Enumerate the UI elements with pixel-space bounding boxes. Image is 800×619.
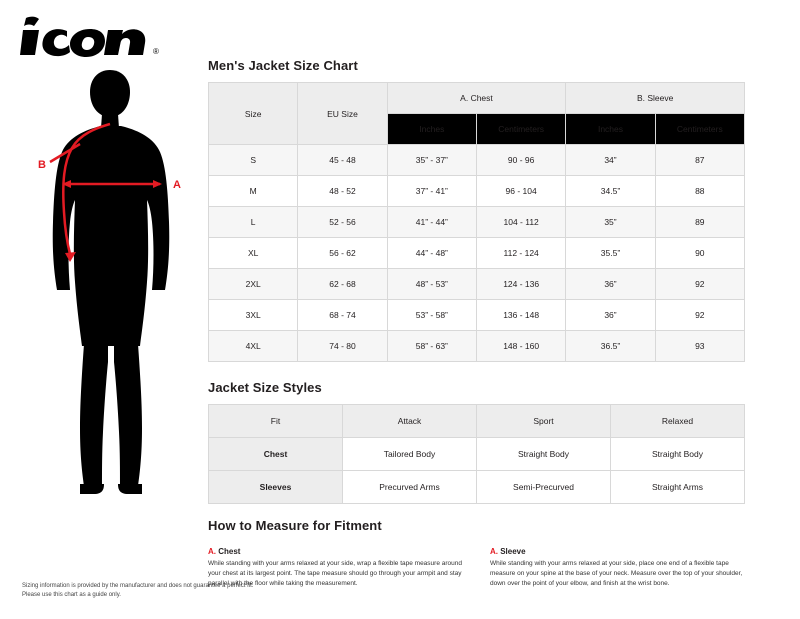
silhouette-shape (53, 70, 170, 494)
cell-chest-cm: 90 - 96 (476, 145, 565, 176)
brand-logo (20, 14, 170, 60)
cell-chest-cm: 124 - 136 (476, 269, 565, 300)
styles-cell-sport: Straight Body (477, 438, 611, 471)
table-row (209, 471, 745, 504)
cell-chest-in: 58” - 63” (387, 331, 476, 362)
label-a: A (173, 179, 181, 191)
cell-eu: 56 - 62 (298, 238, 387, 269)
cell-size: S (209, 145, 298, 176)
cell-eu: 52 - 56 (298, 207, 387, 238)
measure-chest-heading-text: Chest (216, 547, 241, 556)
cell-eu: 74 - 80 (298, 331, 387, 362)
cell-sleeve-in: 35” (566, 207, 655, 238)
cell-sleeve-in: 36” (566, 269, 655, 300)
cell-sleeve-cm: 87 (655, 145, 744, 176)
icon-logo-svg (20, 14, 170, 60)
cell-sleeve-in: 35.5” (566, 238, 655, 269)
cell-chest-cm: 148 - 160 (476, 331, 565, 362)
header-sleeve-inches: Inches (566, 114, 655, 145)
header-eu-size: EU Size (298, 83, 387, 145)
cell-eu: 48 - 52 (298, 176, 387, 207)
disclaimer-line-1: Sizing information is provided by the manufacturer and does not guarantee a perfect fit. (22, 582, 254, 589)
measure-chest-heading (208, 547, 462, 556)
table-row (209, 238, 745, 269)
cell-sleeve-in: 36” (566, 300, 655, 331)
header-chest-cm: Centimeters (476, 114, 565, 145)
cell-size: 3XL (209, 300, 298, 331)
cell-sleeve-cm: 89 (655, 207, 744, 238)
cell-sleeve-cm: 88 (655, 176, 744, 207)
cell-chest-cm: 96 - 104 (476, 176, 565, 207)
measure-sleeve-heading (490, 547, 744, 556)
styles-header-fit: Fit (209, 405, 343, 438)
disclaimer-line-2: Please use this chart as a guide only. (22, 592, 121, 599)
cell-chest-in: 44” - 48” (387, 238, 476, 269)
size-chart-title: Men's Jacket Size Chart (208, 58, 358, 73)
label-b: B (38, 159, 46, 171)
cell-chest-in: 53” - 58” (387, 300, 476, 331)
styles-cell-attack: Precurved Arms (343, 471, 477, 504)
disclaimer-footer (22, 582, 422, 601)
cell-chest-in: 48” - 53” (387, 269, 476, 300)
mens-jacket-size-table (208, 82, 745, 362)
styles-cell-relaxed: Straight Body (611, 438, 745, 471)
svg-text:®: ® (153, 47, 159, 56)
styles-header-relaxed: Relaxed (611, 405, 745, 438)
cell-chest-in: 41” - 44” (387, 207, 476, 238)
cell-size: 4XL (209, 331, 298, 362)
measure-sleeve-body: While standing with your arms relaxed at your side, place one end of a flexible tape measure on your spine at the base of your neck. Measure over the top of your shoulder, down over the point of your elbow, and finish at the wrist bone. (490, 560, 743, 588)
cell-sleeve-cm: 92 (655, 300, 744, 331)
styles-header-sport: Sport (477, 405, 611, 438)
cell-sleeve-in: 34” (566, 145, 655, 176)
cell-eu: 45 - 48 (298, 145, 387, 176)
cell-chest-cm: 112 - 124 (476, 238, 565, 269)
table-row (209, 331, 745, 362)
table-row (209, 300, 745, 331)
styles-row-label: Sleeves (209, 471, 343, 504)
styles-row-label: Chest (209, 438, 343, 471)
measure-chest-marker: A. (208, 547, 216, 556)
jacket-size-styles-table (208, 404, 745, 504)
cell-chest-in: 35” - 37” (387, 145, 476, 176)
measurement-figure (18, 62, 203, 502)
cell-chest-cm: 136 - 148 (476, 300, 565, 331)
header-size: Size (209, 83, 298, 145)
table-row (209, 207, 745, 238)
measure-chest-body: While standing with your arms relaxed at your side, wrap a flexible tape measure around your chest at its largest point. The tape measure should go through your armpit and stay parallel with the floor while taking the measurement. (208, 560, 462, 588)
styles-cell-sport: Semi-Precurved (477, 471, 611, 504)
measure-sleeve-block (490, 547, 744, 589)
cell-size: M (209, 176, 298, 207)
table-row (209, 269, 745, 300)
cell-size: 2XL (209, 269, 298, 300)
styles-header-attack: Attack (343, 405, 477, 438)
styles-cell-relaxed: Straight Arms (611, 471, 745, 504)
cell-sleeve-cm: 90 (655, 238, 744, 269)
cell-size: L (209, 207, 298, 238)
table-row (209, 176, 745, 207)
styles-title: Jacket Size Styles (208, 380, 322, 395)
cell-sleeve-cm: 93 (655, 331, 744, 362)
header-chest-inches: Inches (387, 114, 476, 145)
content-column (208, 58, 780, 589)
cell-sleeve-cm: 92 (655, 269, 744, 300)
cell-eu: 68 - 74 (298, 300, 387, 331)
body-silhouette-svg (18, 62, 203, 502)
table-header-row (209, 83, 745, 114)
measure-sleeve-marker: A. (490, 547, 498, 556)
table-row (209, 438, 745, 471)
cell-sleeve-in: 36.5” (566, 331, 655, 362)
header-sleeve-group: B. Sleeve (566, 83, 745, 114)
cell-eu: 62 - 68 (298, 269, 387, 300)
styles-header-row (209, 405, 745, 438)
measure-title: How to Measure for Fitment (208, 518, 382, 533)
styles-cell-attack: Tailored Body (343, 438, 477, 471)
measure-sleeve-heading-text: Sleeve (498, 547, 526, 556)
cell-chest-cm: 104 - 112 (476, 207, 565, 238)
cell-size: XL (209, 238, 298, 269)
header-chest-group: A. Chest (387, 83, 566, 114)
table-row (209, 145, 745, 176)
cell-chest-in: 37” - 41” (387, 176, 476, 207)
cell-sleeve-in: 34.5” (566, 176, 655, 207)
header-sleeve-cm: Centimeters (655, 114, 744, 145)
